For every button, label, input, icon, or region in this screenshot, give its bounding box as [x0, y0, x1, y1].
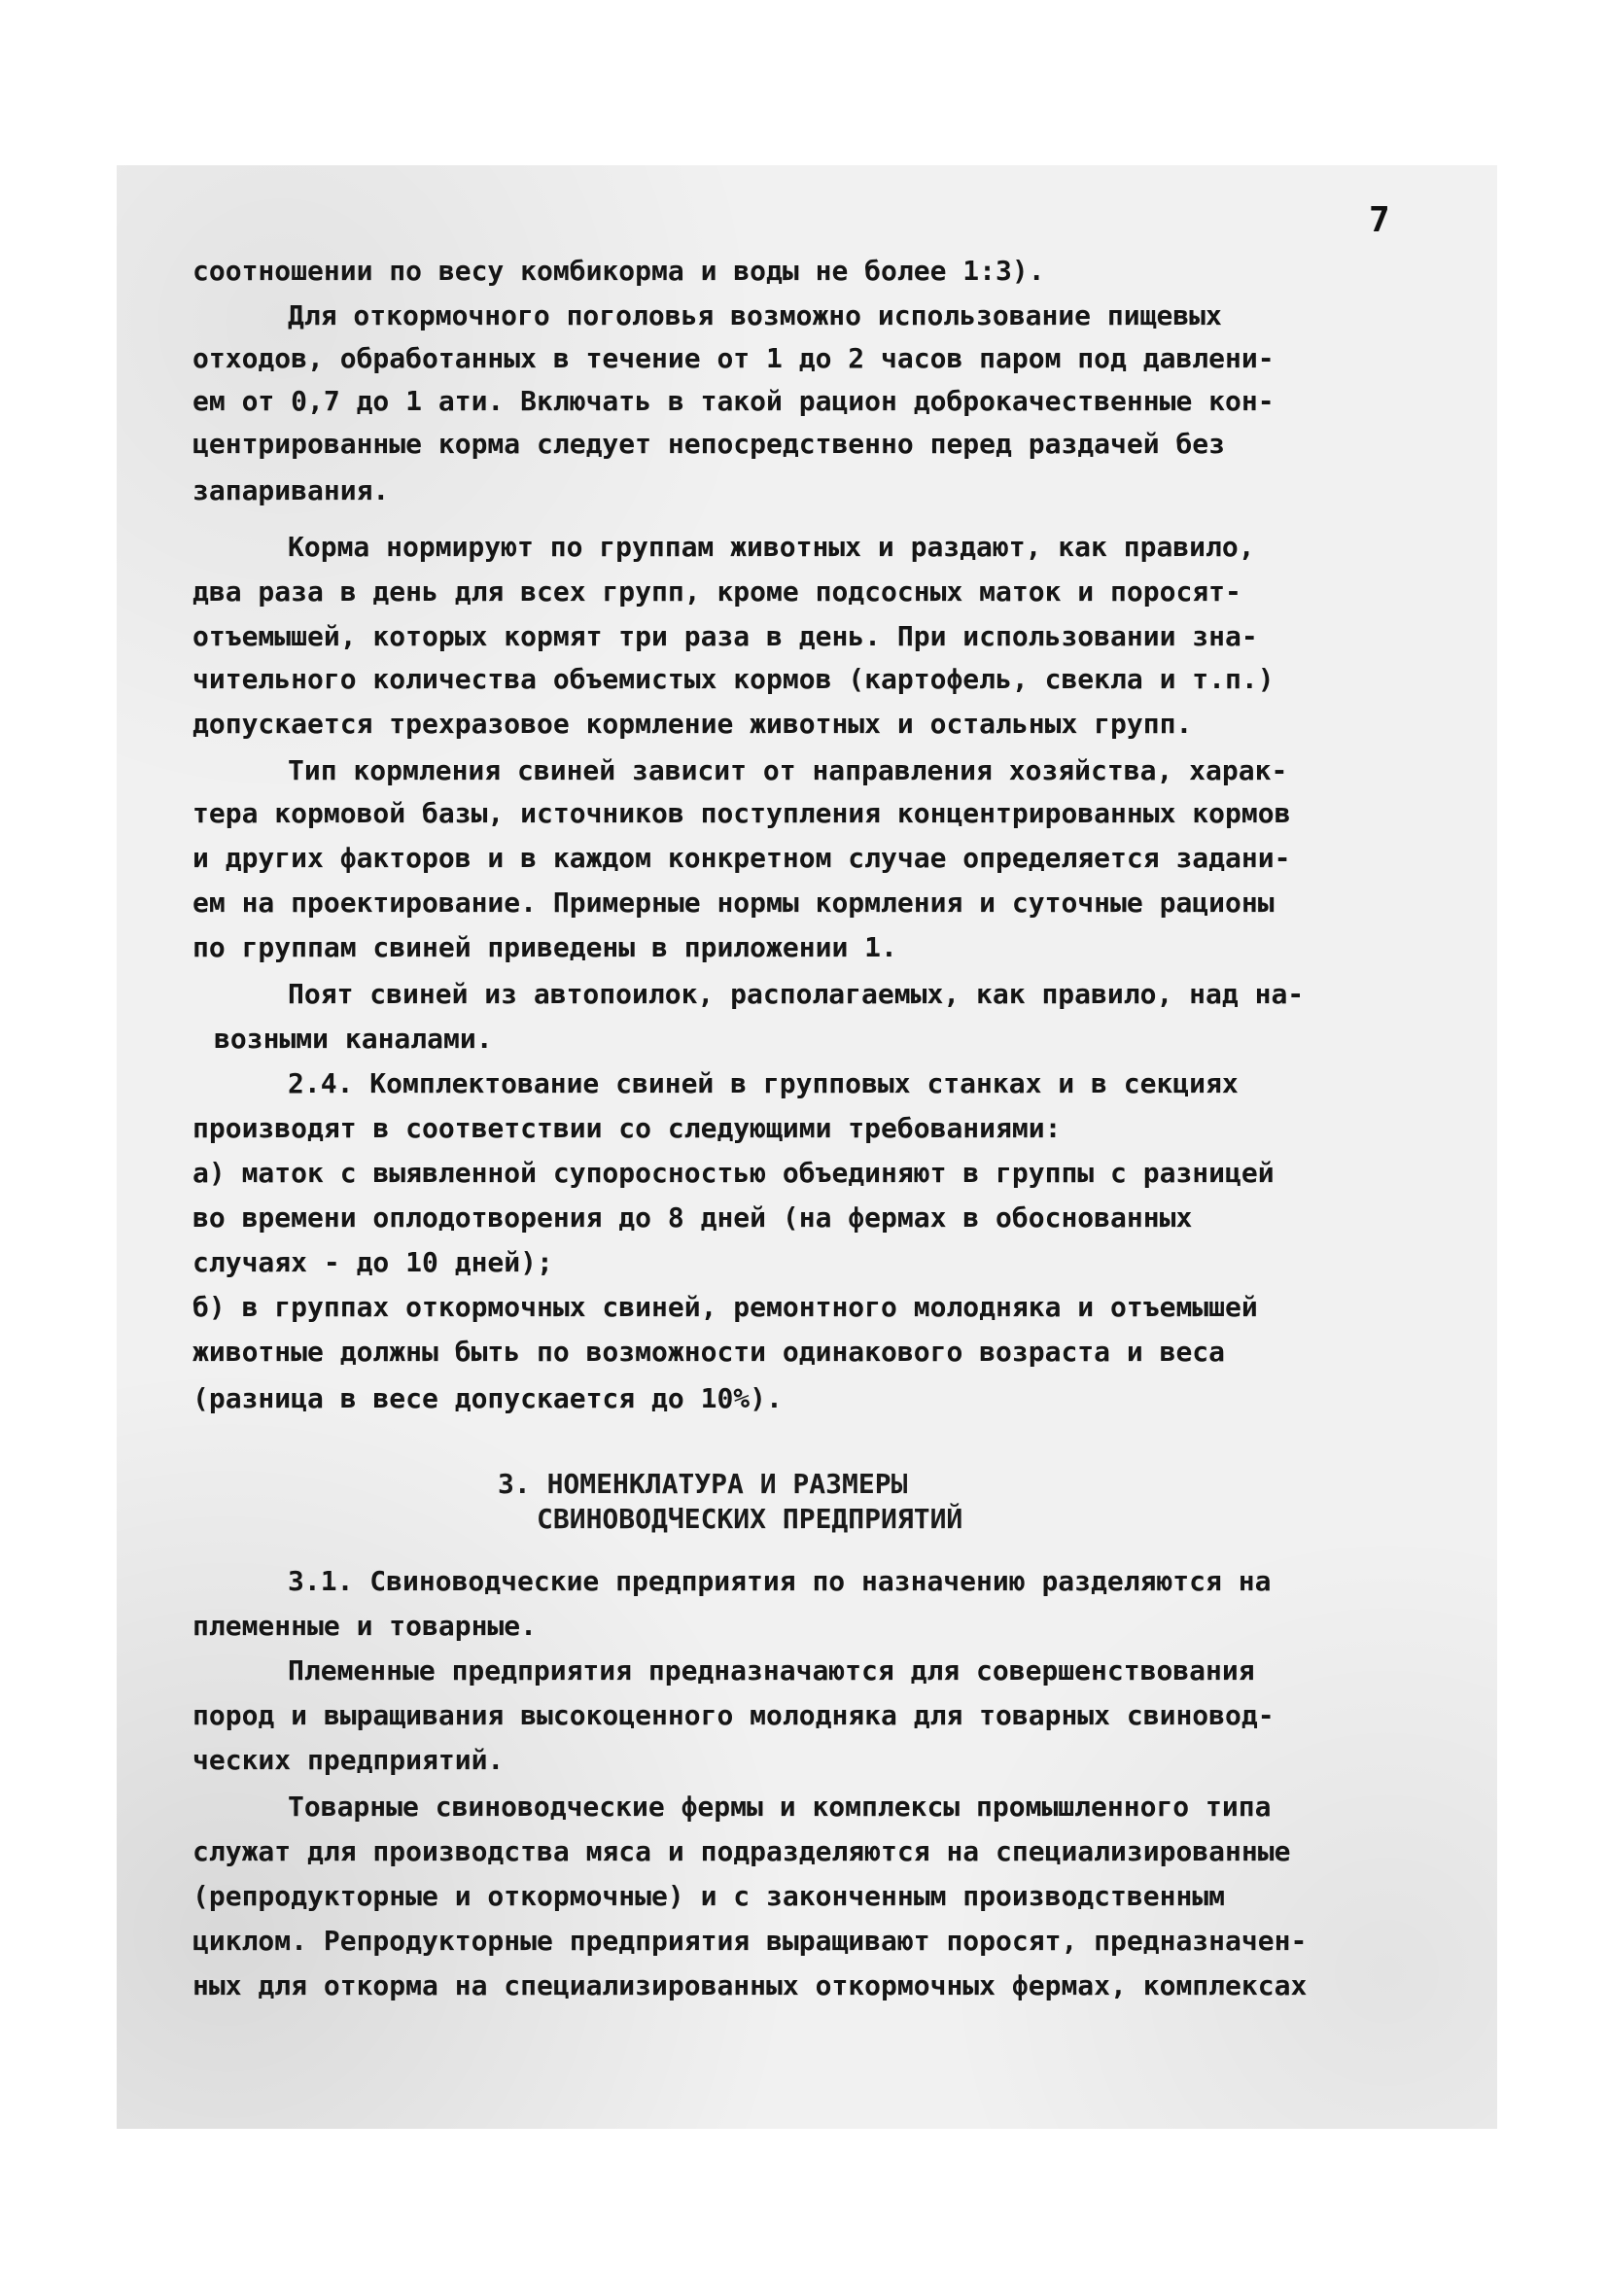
text-line: 3.1. Свиноводческие предприятия по назначению разделяются на [288, 1565, 1272, 1597]
section-heading-line-2: СВИНОВОДЧЕСКИХ ПРЕДПРИЯТИЙ [537, 1503, 963, 1535]
text-line: центрированные корма следует непосредственно перед раздачей без [192, 428, 1226, 460]
text-line: допускается трехразовое кормление животных и остальных групп. [192, 708, 1193, 740]
text-line: чительного количества объемистых кормов (картофель, свекла и т.п.) [192, 663, 1275, 695]
text-line: б) в группах откормочных свиней, ремонтного молодняка и отъемышей [192, 1291, 1258, 1323]
text-line: ческих предприятий. [192, 1744, 505, 1776]
text-line: пород и выращивания высокоценного молодняка для товарных свиновод- [192, 1699, 1275, 1731]
text-line: Для откормочного поголовья возможно использование пищевых [288, 299, 1222, 331]
text-line: по группам свиней приведены в приложении 1. [192, 931, 897, 963]
text-line: (репродукторные и откормочные) и с законченным производственным [192, 1880, 1226, 1912]
text-line: случаях - до 10 дней); [192, 1246, 553, 1278]
text-line: племенные и товарные. [192, 1610, 538, 1642]
text-line: Племенные предприятия предназначаются для совершенствования [288, 1654, 1255, 1687]
text-line: отходов, обработанных в течение от 1 до 2 часов паром под давлени- [192, 342, 1275, 374]
text-line: а) маток с выявленной супоросностью объединяют в группы с разницей [192, 1157, 1275, 1189]
text-line: запаривания. [192, 474, 390, 506]
text-line: Корма нормируют по группам животных и раздают, как правило, [288, 531, 1255, 563]
section-heading-line-1: 3. НОМЕНКЛАТУРА И РАЗМЕРЫ [498, 1468, 908, 1500]
text-line: ных для откорма на специализированных откормочных фермах, комплексах [192, 1969, 1308, 2001]
text-line: два раза в день для всех групп, кроме подсосных маток и поросят- [192, 575, 1241, 608]
text-line: соотношении по весу комбикорма и воды не более 1:3). [192, 255, 1045, 287]
text-line: 2.4. Комплектование свиней в групповых станках и в секциях [288, 1067, 1239, 1099]
text-line: производят в соответствии со следующими требованиями: [192, 1112, 1062, 1144]
text-line: ем от 0,7 до 1 ати. Включать в такой рацион доброкачественные кон- [192, 385, 1275, 417]
text-line: циклом. Репродукторные предприятия выращивают поросят, предназначен- [192, 1925, 1308, 1957]
text-line: и других факторов и в каждом конкретном случае определяется задани- [192, 842, 1291, 874]
page-number: 7 [1369, 200, 1390, 240]
text-line: животные должны быть по возможности одинакового возраста и веса [192, 1336, 1226, 1368]
text-line: Тип кормления свиней зависит от направления хозяйства, харак- [288, 754, 1288, 786]
text-line: отъемышей, которых кормят три раза в день. При использовании зна- [192, 620, 1258, 652]
text-line: во времени оплодотворения до 8 дней (на фермах в обоснованных [192, 1201, 1193, 1234]
text-line: тера кормовой базы, источников поступления концентрированных кормов [192, 797, 1291, 829]
text-line: служат для производства мяса и подразделяются на специализированные [192, 1835, 1291, 1867]
text-line: Поят свиней из автопоилок, располагаемых, как правило, над на- [288, 978, 1305, 1010]
text-line: Товарные свиноводческие фермы и комплексы промышленного типа [288, 1791, 1272, 1823]
text-line: ем на проектирование. Примерные нормы кормления и суточные рационы [192, 887, 1275, 919]
text-line: возными каналами. [214, 1023, 493, 1055]
text-line: (разница в весе допускается до 10%). [192, 1382, 783, 1414]
